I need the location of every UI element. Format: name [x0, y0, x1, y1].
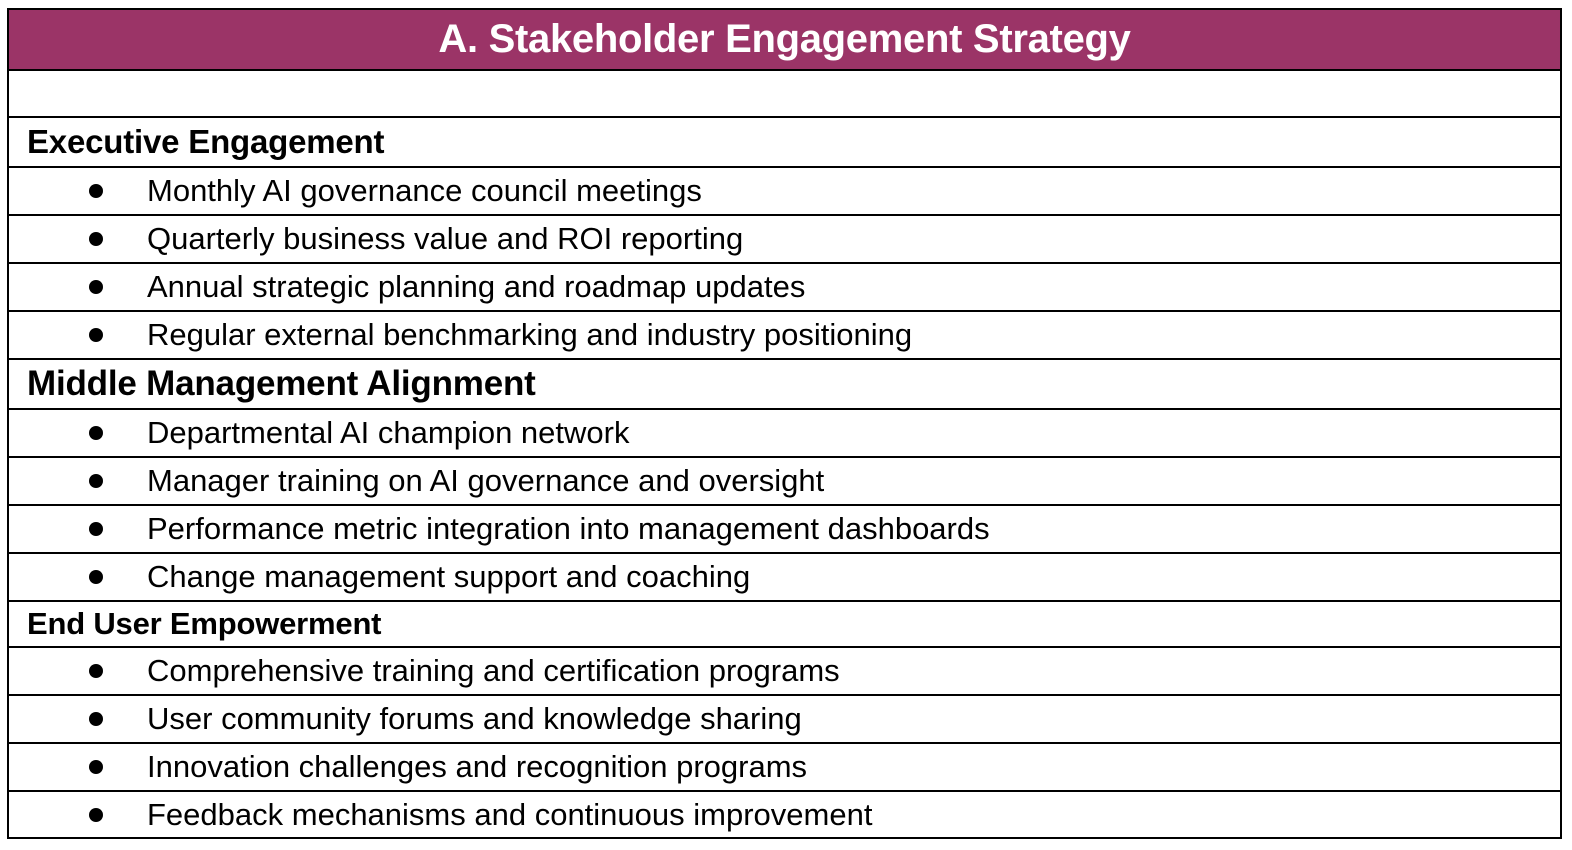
list-item-label: Change management support and coaching	[147, 559, 751, 594]
list-item	[9, 214, 1560, 262]
bullet-icon	[89, 570, 103, 584]
list-item-label: Manager training on AI governance and oversight	[147, 463, 825, 498]
bullet-icon	[89, 522, 103, 536]
list-item-label: Regular external benchmarking and industry positioning	[147, 317, 913, 352]
bullet-icon	[89, 712, 103, 726]
blank-row	[9, 69, 1560, 116]
section-heading-end-user	[9, 600, 1560, 646]
list-item	[9, 552, 1560, 600]
list-item	[9, 790, 1560, 837]
bullet-icon	[89, 328, 103, 342]
list-item	[9, 262, 1560, 310]
bullet-icon	[89, 808, 103, 822]
section-heading-executive	[9, 116, 1560, 166]
bullet-icon	[89, 426, 103, 440]
list-item	[9, 646, 1560, 694]
list-item	[9, 408, 1560, 456]
section-heading-label: Executive Engagement	[27, 123, 385, 160]
list-item-label: Quarterly business value and ROI reporting	[147, 221, 744, 256]
list-item	[9, 456, 1560, 504]
list-item	[9, 504, 1560, 552]
list-item-label: Departmental AI champion network	[147, 415, 630, 450]
list-item	[9, 166, 1560, 214]
bullet-icon	[89, 232, 103, 246]
list-item-label: User community forums and knowledge sharing	[147, 701, 802, 736]
title-bar	[9, 10, 1560, 69]
list-item-label: Feedback mechanisms and continuous improvement	[147, 796, 873, 832]
bullet-icon	[89, 280, 103, 294]
list-item-label: Monthly AI governance council meetings	[147, 173, 702, 208]
bullet-icon	[89, 184, 103, 198]
bullet-icon	[89, 664, 103, 678]
list-item-label: Performance metric integration into management dashboards	[147, 511, 990, 546]
section-heading-label: Middle Management Alignment	[27, 364, 536, 403]
page-title: A. Stakeholder Engagement Strategy	[438, 17, 1131, 61]
list-item-label: Innovation challenges and recognition programs	[147, 749, 808, 784]
list-item	[9, 310, 1560, 358]
list-item-label: Annual strategic planning and roadmap updates	[147, 269, 806, 304]
list-item	[9, 694, 1560, 742]
bullet-icon	[89, 760, 103, 774]
list-item	[9, 742, 1560, 790]
bullet-icon	[89, 474, 103, 488]
section-heading-middle-management	[9, 358, 1560, 408]
strategy-table	[7, 8, 1562, 839]
section-heading-label: End User Empowerment	[27, 606, 382, 641]
list-item-label: Comprehensive training and certification programs	[147, 653, 840, 688]
